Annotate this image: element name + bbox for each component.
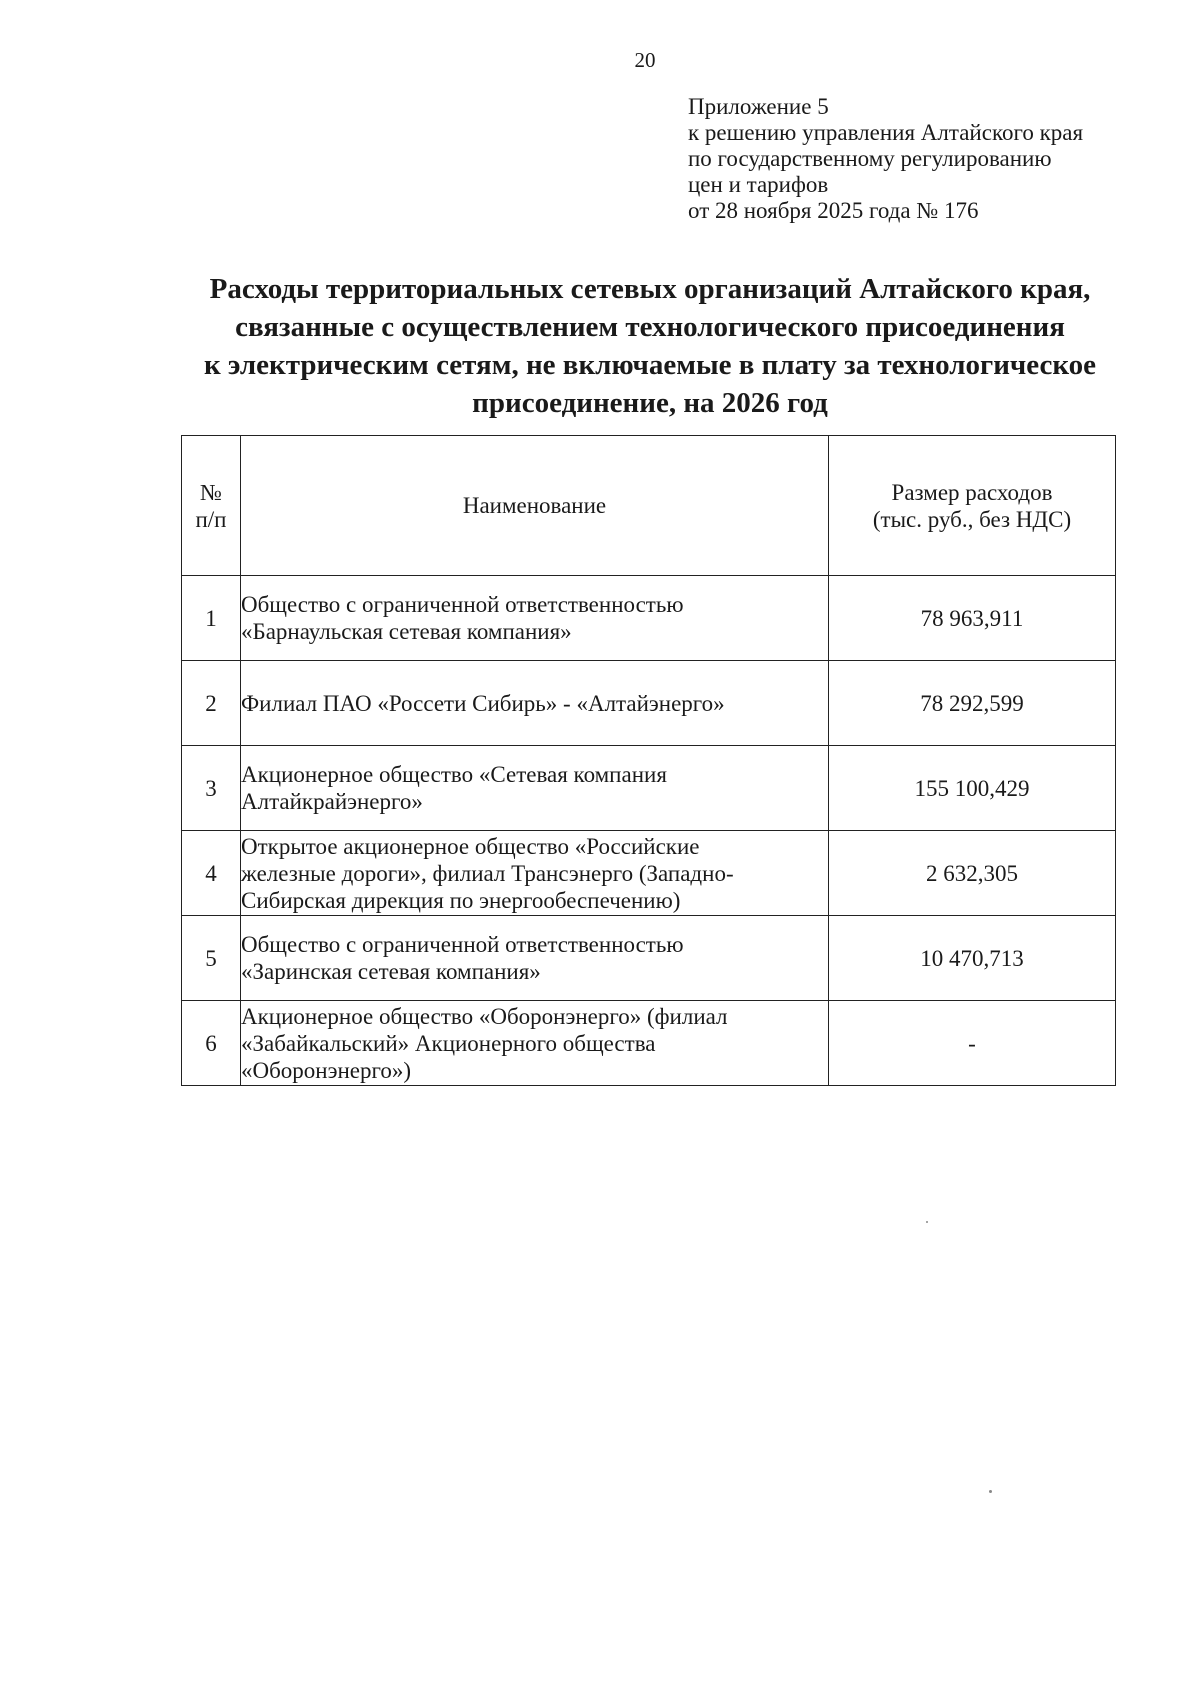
row-name-line: Сибирская дирекция по энергообеспечению) xyxy=(241,887,681,913)
row-amount: - xyxy=(829,1001,1116,1086)
row-name xyxy=(241,576,829,661)
row-name-line: Открытое акционерное общество «Российские xyxy=(241,833,700,859)
row-number: 5 xyxy=(182,916,241,1001)
table-row xyxy=(182,916,1116,1001)
table-row xyxy=(182,1001,1116,1086)
appendix-note xyxy=(688,94,1083,224)
expenses-table xyxy=(181,435,1116,1086)
table-header-row xyxy=(182,436,1116,576)
scan-speck xyxy=(989,1490,992,1493)
appendix-line: от 28 ноября 2025 года № 176 xyxy=(688,198,979,223)
title-line: Расходы территориальных сетевых организаций Алтайского края, xyxy=(209,273,1091,305)
row-name xyxy=(241,661,829,746)
title-line: присоединение, на 2026 год xyxy=(472,387,828,419)
row-name-line: Филиал ПАО «Россети Сибирь» - «Алтайэнерго» xyxy=(241,690,725,716)
header-amount-line: Размер расходов xyxy=(891,479,1053,505)
row-amount: 78 963,911 xyxy=(829,576,1116,661)
appendix-line: Приложение 5 xyxy=(688,94,829,119)
row-name-line: «Барнаульская сетевая компания» xyxy=(241,619,572,644)
row-amount: 155 100,429 xyxy=(829,746,1116,831)
table-row xyxy=(182,746,1116,831)
row-number: 6 xyxy=(182,1001,241,1086)
title-line: связанные с осуществлением технологического присоединения xyxy=(235,311,1065,343)
row-name-line: Акционерное общество «Оборонэнерго» (филиал xyxy=(241,1003,728,1029)
row-number: 3 xyxy=(182,746,241,831)
row-amount: 10 470,713 xyxy=(829,916,1116,1001)
page-number: 20 xyxy=(634,48,656,72)
header-name: Наименование xyxy=(241,436,829,576)
row-name xyxy=(241,1001,829,1086)
header-number xyxy=(182,436,241,576)
row-amount: 78 292,599 xyxy=(829,661,1116,746)
row-name-line: Алтайкрайэнерго» xyxy=(241,789,423,814)
row-name-line: «Оборонэнерго») xyxy=(241,1057,412,1083)
row-name-line: «Заринская сетевая компания» xyxy=(241,959,541,984)
row-amount: 2 632,305 xyxy=(829,831,1116,916)
row-number: 1 xyxy=(182,576,241,661)
table-row xyxy=(182,831,1116,916)
row-name-line: Общество с ограниченной ответственностью xyxy=(241,932,684,957)
table-row xyxy=(182,661,1116,746)
scan-speck xyxy=(926,1221,928,1223)
header-number-line: № xyxy=(200,479,222,505)
table-row xyxy=(182,576,1116,661)
appendix-line: по государственному регулированию xyxy=(688,146,1052,171)
row-name xyxy=(241,746,829,831)
row-name xyxy=(241,831,829,916)
row-number: 2 xyxy=(182,661,241,746)
row-name-line: «Забайкальский» Акционерного общества xyxy=(241,1030,656,1056)
appendix-line: к решению управления Алтайского края xyxy=(688,120,1084,145)
row-number: 4 xyxy=(182,831,241,916)
row-name-line: Общество с ограниченной ответственностью xyxy=(241,592,684,617)
header-amount-line: (тыс. руб., без НДС) xyxy=(872,506,1072,532)
document-title xyxy=(160,270,1140,422)
header-number-line: п/п xyxy=(195,506,227,532)
header-amount xyxy=(829,436,1116,576)
row-name-line: железные дороги», филиал Трансэнерго (Западно- xyxy=(241,860,734,886)
row-name-line: Акционерное общество «Сетевая компания xyxy=(241,762,667,787)
row-name xyxy=(241,916,829,1001)
appendix-line: цен и тарифов xyxy=(688,172,829,197)
title-line: к электрическим сетям, не включаемые в плату за технологическое xyxy=(203,349,1097,381)
